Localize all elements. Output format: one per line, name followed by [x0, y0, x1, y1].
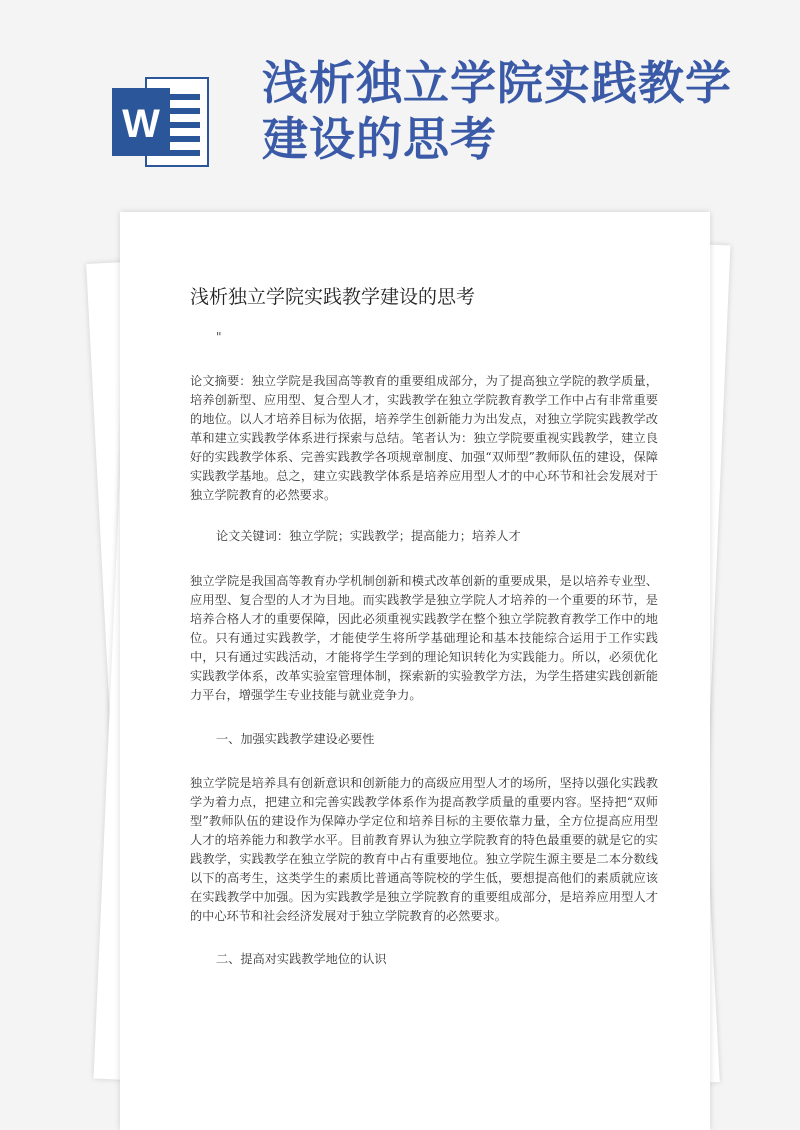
- body-paragraph: 独立学院是培养具有创新意识和创新能力的高级应用型人才的场所，坚持以强化实践教学为着力点，把建立和完善实践教学体系作为提高教学质量的重要内容。坚持把“双师型”教师队伍的建设作为保障办学定位和培养目标的主要依靠力量，全方位提高应用型人才的培养能力和教学水平。目前教育界认为独立学院教育的特色最重要的就是它的实践教学，实践教学在独立学院的教育中占有重要地位。独立学院生源主要是二本分数线以下的高考生，这类学生的素质比普通高等院校的学生低，要想提高他们的素质就应该在实践教学中加强。因为实践教学是独立学院教育的重要组成部分，是培养应用型人才的中心环节和社会经济发展对于独立学院教育的必然要求。: [190, 776, 658, 923]
- quote-mark: ": [216, 330, 222, 344]
- abstract-paragraph: 论文摘要：独立学院是我国高等教育的重要组成部分，为了提高独立学院的教学质量，培养创新型、应用型、复合型人才，实践教学在独立学院教育教学工作中占有非常重要的地位。以人才培养目标为依据，培养学生创新能力为出发点，对独立学院实践教学改革和建立实践教学体系进行探索与总结。笔者认为：独立学院要重视实践教学，建立良好的实践教学体系、完善实践教学各项规章制度、加强“双师型”教师队伍的建设，保障实践教学基地。总之，建立实践教学体系是培养应用型人才的中心环节和社会发展对于独立学院教育的必然要求。: [190, 374, 658, 502]
- intro-paragraph: 独立学院是我国高等教育办学机制创新和模式改革创新的重要成果，是以培养专业型、应用型、复合型的人才为目地。而实践教学是独立学院人才培养的一个重要的环节，是培养合格人才的重要保障，因此必须重视实践教学在整个独立学院教育教学工作中的地位。只有通过实践教学，才能使学生将所学基础理论和基本技能综合运用于工作实践中，只有通过实践活动，才能将学生学到的理论知识转化为实践能力。所以，必须优化实践教学体系，改革实验室管理体制，探索新的实验教学方法，为学生搭建实践创新能力平台，增强学生专业技能与就业竞争力。: [190, 574, 658, 702]
- document-title: 浅析独立学院实践教学建设的思考: [190, 286, 476, 308]
- banner-title-line2: 建设的思考: [262, 112, 497, 166]
- section-heading-two: 二、提高对实践教学地位的认识: [216, 952, 387, 966]
- keywords-paragraph: 论文关键词：独立学院；实践教学；提高能力；培养人才: [216, 529, 521, 543]
- section-heading-one: 一、加强实践教学建设必要性: [216, 732, 375, 746]
- header-banner: [0, 0, 800, 190]
- banner-title-line1: 浅析独立学院实践教学: [262, 56, 732, 110]
- document-page: [120, 212, 710, 1130]
- word-document-icon: [110, 72, 214, 172]
- banner-title: [262, 55, 782, 167]
- word-icon-letter: W: [122, 102, 160, 146]
